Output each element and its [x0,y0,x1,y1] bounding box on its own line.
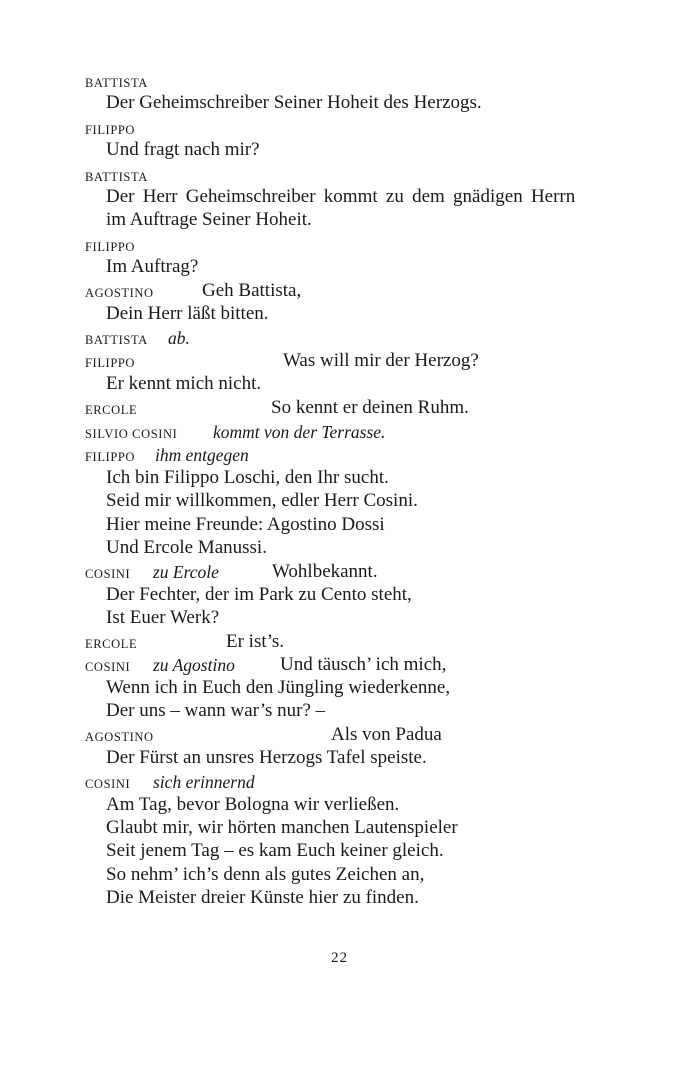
verse-text: Der Herr Geheimschreiber kommt zu dem gnädigen Herrn [106,186,576,207]
dialogue-line [0,864,679,888]
dialogue-line [0,70,679,94]
dialogue-line [0,771,679,795]
verse-text: Und fragt nach mir? [106,139,260,160]
dialogue-line [0,186,679,210]
dialogue-line [0,677,679,701]
verse-text: Im Auftrag? [106,256,199,277]
dialogue-line [0,817,679,841]
verse-text: Der Fechter, der im Park zu Cento steht, [106,584,412,605]
stage-direction: sich erinnernd [153,772,255,792]
dialogue-line [0,747,679,771]
dialogue-line [0,327,679,351]
speaker-name: BATTISTA [85,76,148,90]
speaker-name: ERCOLE [85,403,138,417]
stage-direction: ihm entgegen [155,445,249,465]
dialogue-line [0,234,679,258]
verse-text: Als von Padua [331,724,442,745]
dialogue-line [0,373,679,397]
dialogue-line [0,561,679,585]
verse-text: So kennt er deinen Ruhm. [271,397,469,418]
dialogue-line [0,444,679,468]
verse-text: So nehm’ ich’s denn als gutes Zeichen an, [106,864,425,885]
verse-text: Der uns – wann war’s nur? – [106,700,326,721]
speaker-name: FILIPPO [85,240,136,254]
verse-text: Wohlbekannt. [272,561,378,582]
verse-text: Ich bin Filippo Loschi, den Ihr sucht. [106,467,389,488]
speaker-name: BATTISTA [85,333,148,347]
dialogue-line [0,139,679,163]
stage-direction: ab. [168,328,190,348]
page-number: 22 [331,950,348,966]
dialogue-line [0,92,679,116]
dialogue-line [0,724,679,748]
verse-text: Seid mir willkommen, edler Herr Cosini. [106,490,418,511]
dialogue-line [0,654,679,678]
verse-text: Der Geheimschreiber Seiner Hoheit des Herzogs. [106,92,482,113]
dialogue-line [0,840,679,864]
dialogue-line [0,280,679,304]
dialogue-line [0,117,679,141]
speaker-name: ERCOLE [85,637,138,651]
verse-text: Ist Euer Werk? [106,607,220,628]
dialogue-line [0,887,679,911]
dialogue-line [0,303,679,327]
speaker-name: FILIPPO [85,123,136,137]
dialogue-line [0,467,679,491]
verse-text: Glaubt mir, wir hörten manchen Lautenspieler [106,817,458,838]
dialogue-line [0,584,679,608]
verse-text: Seit jenem Tag – es kam Euch keiner gleich. [106,840,444,861]
dialogue-line [0,490,679,514]
verse-text: Geh Battista, [202,280,302,301]
stage-direction: kommt von der Terrasse. [213,422,386,442]
speaker-name: COSINI [85,567,131,581]
stage-direction: zu Agostino [153,655,235,675]
dialogue-line [0,397,679,421]
verse-text: Dein Herr läßt bitten. [106,303,269,324]
dialogue-line [0,607,679,631]
speaker-name: AGOSTINO [85,286,154,300]
dialogue-line [0,631,679,655]
speaker-name: BATTISTA [85,170,148,184]
verse-text: Und täusch’ ich mich, [280,654,447,675]
dialogue-line [0,256,679,280]
verse-text: Er kennt mich nicht. [106,373,262,394]
speaker-name: AGOSTINO [85,730,154,744]
dialogue-line [0,209,679,233]
speaker-name: SILVIO COSINI [85,427,178,441]
dialogue-line [0,700,679,724]
speaker-name: FILIPPO [85,356,136,370]
dialogue-line [0,794,679,818]
verse-text: im Auftrage Seiner Hoheit. [106,209,312,230]
dialogue-line [0,164,679,188]
dialogue-line [0,421,679,445]
dialogue-line [0,350,679,374]
stage-direction: zu Ercole [153,562,219,582]
dialogue-line [0,514,679,538]
dialogue-line [0,537,679,561]
speaker-name: COSINI [85,660,131,674]
verse-text: Am Tag, bevor Bologna wir verließen. [106,794,400,815]
verse-text: Er ist’s. [226,631,285,652]
speaker-name: FILIPPO [85,450,136,464]
verse-text: Und Ercole Manussi. [106,537,267,558]
verse-text: Wenn ich in Euch den Jüngling wiederkenne, [106,677,451,698]
speaker-name: COSINI [85,777,131,791]
verse-text: Der Fürst an unsres Herzogs Tafel speiste. [106,747,427,768]
verse-text: Was will mir der Herzog? [283,350,479,371]
verse-text: Die Meister dreier Künste hier zu finden. [106,887,419,908]
verse-text: Hier meine Freunde: Agostino Dossi [106,514,385,535]
